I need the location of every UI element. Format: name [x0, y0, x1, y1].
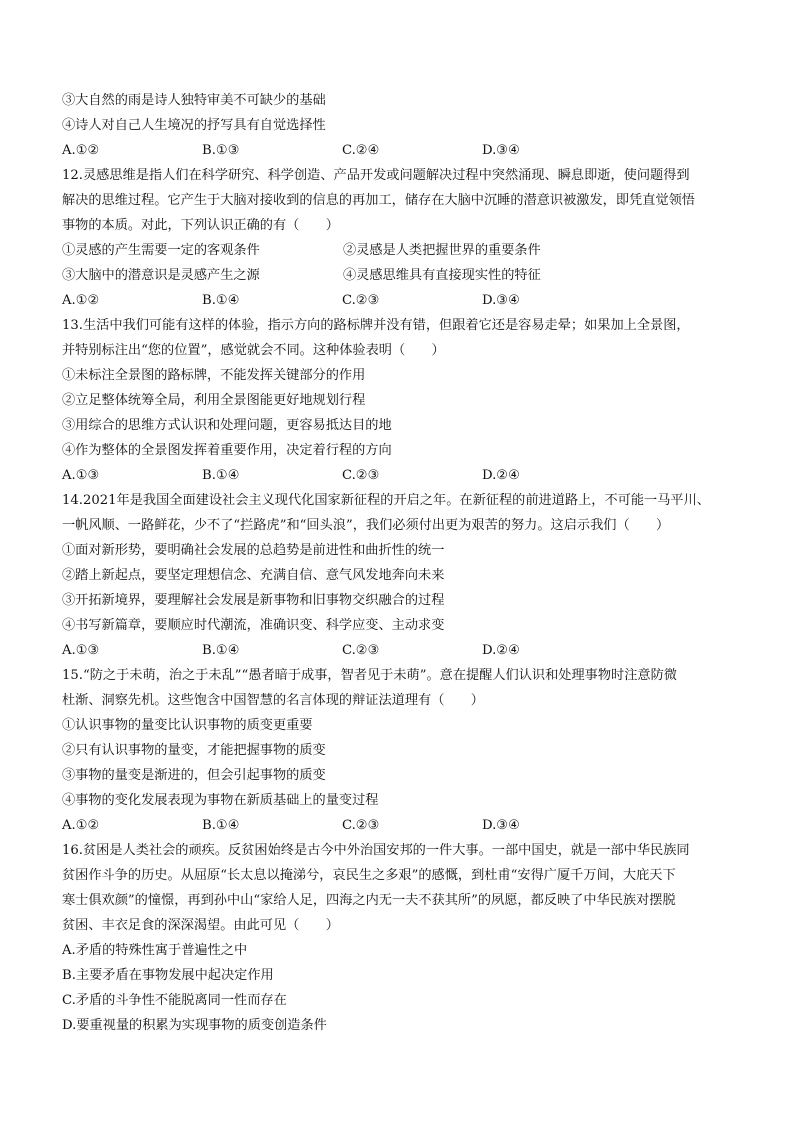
- q16-stem-line-1: 16.贫困是人类社会的顽疾。反贫困始终是古今中外治国安邦的一件大事。一部中国史，就是一部中华民族同: [62, 843, 690, 858]
- q14-option-c[interactable]: C.②③: [342, 643, 380, 658]
- q14-statement-4: ④书写新篇章，要顺应时代潮流，准确识变、科学应变、主动求变: [62, 618, 445, 633]
- q12-statement-1: ①灵感的产生需要一定的客观条件: [62, 243, 260, 258]
- q15-option-c[interactable]: C.②③: [342, 818, 380, 833]
- q12-option-c[interactable]: C.②③: [342, 293, 380, 308]
- q15-statement-2: ②只有认识事物的量变，才能把握事物的质变: [62, 743, 326, 758]
- q12-statement-2: ②灵感是人类把握世界的重要条件: [343, 243, 541, 258]
- q12-option-d[interactable]: D.③④: [482, 293, 520, 308]
- q12-options: [62, 288, 734, 313]
- q15-statement-1: ①认识事物的量变比认识事物的质变更重要: [62, 718, 313, 733]
- q11-option-a[interactable]: A.①②: [62, 143, 100, 158]
- q16-stem-line-3: 寒士俱欢颜”的憧憬，再到孙中山“家给人足，四海之内无一夫不获其所”的夙愿，都反映了中华民族对摆脱: [62, 893, 676, 908]
- q11-statement-3: ③大自然的雨是诗人独特审美不可缺少的基础: [62, 93, 326, 108]
- q15-option-b[interactable]: B.①④: [202, 818, 240, 833]
- q15-stem-line-1: 15.“防之于未萌，治之于未乱”“愚者暗于成事，智者见于未萌”。意在提醒人们认识和处理事物时注意防微: [62, 668, 677, 683]
- q14-statement-2: ②踏上新起点，要坚定理想信念、充满自信、意气风发地奔向未来: [62, 568, 445, 583]
- q16-stem-line-4: 贫困、丰衣足食的深深渴望。由此可见（ ）: [62, 918, 339, 933]
- q13-option-a[interactable]: A.①③: [62, 468, 100, 483]
- q14-option-b[interactable]: B.①④: [202, 643, 240, 658]
- q11-option-d[interactable]: D.③④: [482, 143, 520, 158]
- q14-option-a[interactable]: A.①③: [62, 643, 100, 658]
- q12-stem-line-2: 解决的思维过程。它产生于大脑对接收到的信息的再加工，储存在大脑中沉睡的潜意识被激发，即凭直觉领悟: [62, 193, 695, 208]
- q11-options: [62, 138, 734, 163]
- q16-option-a[interactable]: A.矛盾的特殊性寓于普遍性之中: [62, 943, 248, 958]
- q14-stem-line-1: 14.2021年是我国全面建设社会主义现代化国家新征程的开启之年。在新征程的前进道路上，不可能一马平川、: [62, 493, 710, 508]
- q12-statements-row-1: [62, 238, 734, 263]
- q12-stem-line-3: 事物的本质。对此，下列认识正确的有（ ）: [62, 218, 339, 233]
- q14-statement-1: ①面对新形势，要明确社会发展的总趋势是前进性和曲折性的统一: [62, 543, 445, 558]
- q13-stem-line-1: 13.生活中我们可能有这样的体验，指示方向的路标牌并没有错，但跟着它还是容易走晕；如果加上全景图，: [62, 318, 690, 333]
- q12-statement-4: ④灵感思维具有直接现实性的特征: [343, 268, 541, 283]
- q13-statement-1: ①未标注全景图的路标牌，不能发挥关键部分的作用: [62, 368, 366, 383]
- q11-option-b[interactable]: B.①③: [202, 143, 240, 158]
- q14-stem-line-2: 一帆风顺、一路鲜花，少不了“拦路虎”和“回头浪”，我们必须付出更为艰苦的努力。这启示我们（ ）: [62, 518, 670, 533]
- q11-option-c[interactable]: C.②④: [342, 143, 380, 158]
- q13-statement-4: ④作为整体的全景图发挥着重要作用，决定着行程的方向: [62, 443, 392, 458]
- q12-option-b[interactable]: B.①④: [202, 293, 240, 308]
- q15-statement-3: ③事物的量变是渐进的，但会引起事物的质变: [62, 768, 326, 783]
- q13-option-c[interactable]: C.②③: [342, 468, 380, 483]
- q13-statement-3: ③用综合的思维方式认识和处理问题，更容易抵达目的地: [62, 418, 392, 433]
- q16-option-d[interactable]: D.要重视量的积累为实现事物的质变创造条件: [62, 1018, 327, 1033]
- q16-option-c[interactable]: C.矛盾的斗争性不能脱离同一性而存在: [62, 993, 287, 1008]
- q14-statement-3: ③开拓新境界，要理解社会发展是新事物和旧事物交织融合的过程: [62, 593, 445, 608]
- q12-statements-row-2: [62, 263, 734, 288]
- q13-option-b[interactable]: B.①④: [202, 468, 240, 483]
- q15-option-d[interactable]: D.③④: [482, 818, 520, 833]
- q14-option-d[interactable]: D.②④: [482, 643, 520, 658]
- q13-statement-2: ②立足整体统筹全局，利用全景图能更好地规划行程: [62, 393, 366, 408]
- q15-stem-line-2: 杜渐、洞察先机。这些饱含中国智慧的名言体现的辩证法道理有（ ）: [62, 693, 484, 708]
- q16-option-b[interactable]: B.主要矛盾在事物发展中起决定作用: [62, 968, 274, 983]
- q16-stem-line-2: 贫困作斗争的历史。从屈原“长太息以掩涕兮，哀民生之多艰”的感慨，到杜甫“安得广厦千万间，大庇天下: [62, 868, 676, 883]
- q15-options: [62, 813, 734, 838]
- q12-option-a[interactable]: A.①②: [62, 293, 100, 308]
- q13-option-d[interactable]: D.②④: [482, 468, 520, 483]
- q11-statement-4: ④诗人对自己人生境况的抒写具有自觉选择性: [62, 118, 326, 133]
- q15-statement-4: ④事物的变化发展表现为事物在新质基础上的量变过程: [62, 793, 379, 808]
- q14-options: [62, 638, 734, 663]
- question-content: [62, 88, 734, 1038]
- q13-stem-line-2: 并特别标注出“您的位置”，感觉就会不同。这种体验表明（ ）: [62, 343, 445, 358]
- q12-statement-3: ③大脑中的潜意识是灵感产生之源: [62, 268, 260, 283]
- q12-stem-line-1: 12.灵感思维是指人们在科学研究、科学创造、产品开发或问题解决过程中突然涌现、瞬息即逝，使问题得到: [62, 168, 690, 183]
- q13-options: [62, 463, 734, 488]
- q15-option-a[interactable]: A.①②: [62, 818, 100, 833]
